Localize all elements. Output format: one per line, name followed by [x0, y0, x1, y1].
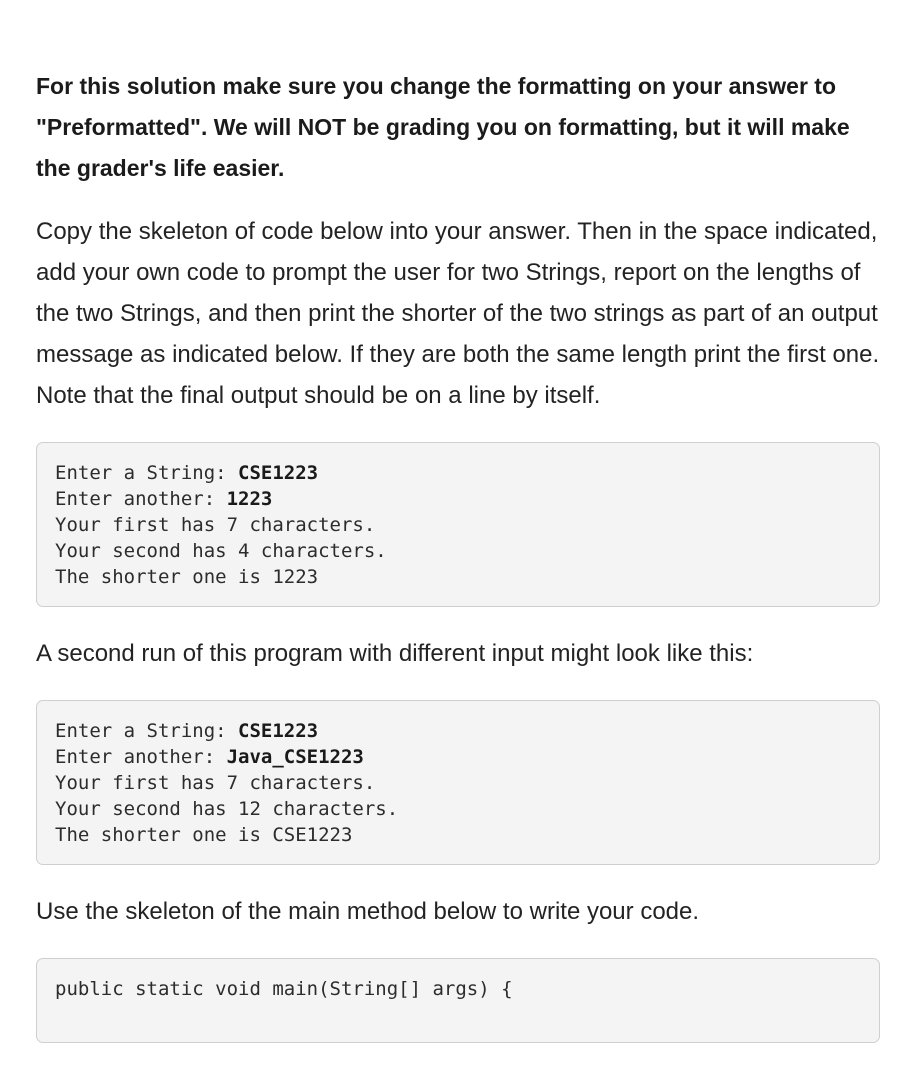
user-input: CSE1223 [238, 462, 319, 484]
sample-run-2 [36, 700, 880, 865]
prompt-text: Enter a String: [55, 720, 239, 742]
code-line [55, 744, 861, 770]
code-line: Your second has 4 characters. [55, 540, 387, 562]
user-input: 1223 [226, 488, 273, 510]
skeleton-code-block [36, 958, 880, 1043]
formatting-instructions: For this solution make sure you change the formatting on your answer to "Preformatted". We will NOT be grading you on formatting, but it will make the grader's life easier. [36, 73, 850, 181]
user-input: CSE1223 [238, 720, 319, 742]
code-line [55, 486, 861, 512]
document-body [36, 66, 880, 1069]
task-description: Copy the skeleton of code below into your answer. Then in the space indicated, add your own code to prompt the user for two Strings, report on the lengths of the two Strings, and then print the shorter of the two strings as part of an output message as indicated below. If they are both the same length print the first one. Note that the final output should be on a line by itself. [36, 218, 880, 409]
code-line [55, 460, 861, 486]
code-line: Your second has 12 characters. [55, 798, 399, 820]
prompt-text: Enter another: [55, 488, 227, 510]
code-line: Your first has 7 characters. [55, 514, 376, 536]
sample-run-1 [36, 442, 880, 607]
code-line: Your first has 7 characters. [55, 772, 376, 794]
skeleton-intro: Use the skeleton of the main method below to write your code. [36, 898, 700, 925]
user-input: Java_CSE1223 [226, 746, 364, 768]
prompt-text: Enter a String: [55, 462, 239, 484]
code-line: The shorter one is 1223 [55, 566, 319, 588]
prompt-text: Enter another: [55, 746, 227, 768]
code-line [55, 718, 861, 744]
code-line: The shorter one is CSE1223 [55, 824, 353, 846]
second-run-intro: A second run of this program with different input might look like this: [36, 640, 754, 667]
code-line: public static void main(String[] args) { [55, 978, 513, 1000]
